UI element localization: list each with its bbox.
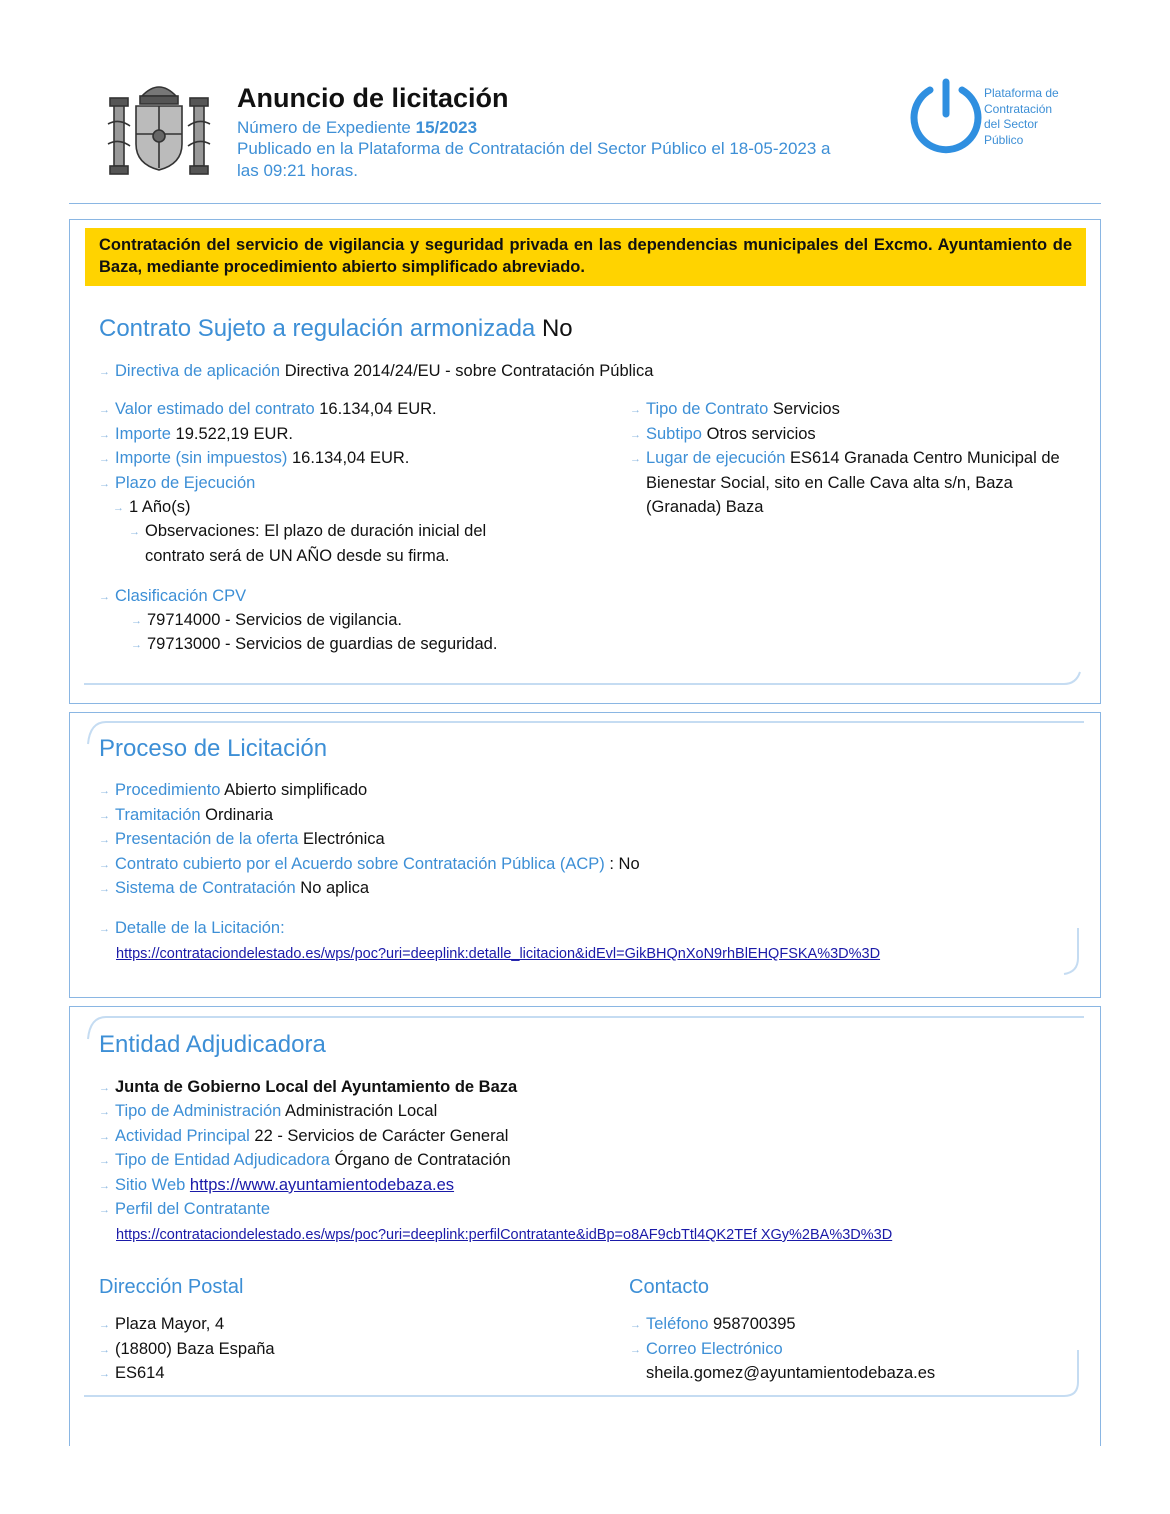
arrow-icon: → bbox=[113, 502, 124, 514]
arrow-icon: → bbox=[129, 526, 140, 538]
entidad-name-row: → Junta de Gobierno Local del Ayuntamiento de Baza bbox=[99, 1078, 518, 1096]
arrow-icon: → bbox=[99, 1155, 110, 1167]
subtipo-row: → Subtipo Otros servicios bbox=[630, 425, 816, 443]
contrato-title: Contrato Sujeto a regulación armonizada No bbox=[99, 315, 573, 342]
arrow-icon: → bbox=[99, 1082, 110, 1094]
cpv-item: → 79713000 - Servicios de guardias de seguridad. bbox=[131, 635, 498, 653]
page-title: Anuncio de licitación bbox=[237, 83, 509, 113]
importe-row: → Importe 19.522,19 EUR. bbox=[99, 425, 293, 443]
expediente-label: Número de Expediente bbox=[237, 118, 411, 137]
objeto-banner bbox=[85, 228, 1086, 286]
arrow-icon: → bbox=[131, 615, 142, 627]
cpv-row: → Clasificación CPV bbox=[99, 587, 247, 605]
sistema-row: → Sistema de Contratación No aplica bbox=[99, 879, 370, 897]
plazo-value-row: → 1 Año(s) bbox=[113, 498, 191, 516]
observaciones-row: → Observaciones: El plazo de duración inicial del bbox=[129, 522, 487, 540]
arrow-icon: → bbox=[99, 883, 110, 895]
section-curve-decoration bbox=[1060, 928, 1084, 978]
perfil-row: → Perfil del Contratante bbox=[99, 1200, 271, 1218]
detalle-licitacion-link[interactable]: https://contrataciondelestado.es/wps/poc?uri=deeplink:detalle_licitacion&idEvl=GikBHQnXoN9rhBlEHQFSKA%3D%3D bbox=[116, 946, 881, 962]
arrow-icon: → bbox=[99, 1368, 110, 1380]
arrow-icon: → bbox=[99, 453, 110, 465]
plazo-row: → Plazo de Ejecución bbox=[99, 474, 256, 492]
importe-sin-row: → Importe (sin impuestos) 16.134,04 EUR. bbox=[99, 449, 410, 467]
logo-text-1: Plataforma de bbox=[984, 86, 1059, 100]
section-curve-decoration bbox=[84, 1350, 1084, 1400]
section-curve-decoration bbox=[84, 660, 1084, 690]
arrow-icon: → bbox=[99, 834, 110, 846]
direccion-title: Dirección Postal bbox=[99, 1276, 244, 1298]
objeto-text: Contratación del servicio de vigilancia y seguridad privada en las dependencias municipales del Excmo. Ayuntamiento de Baza, mediante procedimiento abierto simplificado abreviado. bbox=[99, 236, 1072, 276]
header-divider bbox=[69, 203, 1101, 204]
arrow-icon: → bbox=[131, 639, 142, 651]
arrow-icon: → bbox=[99, 1344, 110, 1356]
contacto-title: Contacto bbox=[629, 1276, 710, 1298]
direccion-line: → Plaza Mayor, 4 bbox=[99, 1315, 225, 1333]
coat-of-arms-logo bbox=[106, 74, 212, 182]
contrato-title-value: No bbox=[541, 315, 573, 342]
detalle-row: → Detalle de la Licitación: bbox=[99, 919, 285, 937]
arrow-icon: → bbox=[630, 1319, 641, 1331]
valor-row: → Valor estimado del contrato 16.134,04 EUR. bbox=[99, 400, 437, 418]
logo-text-3: del Sector bbox=[984, 117, 1039, 131]
tramitacion-row: → Tramitación Ordinaria bbox=[99, 806, 274, 824]
arrow-icon: → bbox=[99, 785, 110, 797]
published-line-2: las 09:21 horas. bbox=[237, 161, 358, 180]
lugar-line-3: (Granada) Baza bbox=[646, 498, 764, 516]
acp-row: → Contrato cubierto por el Acuerdo sobre Contratación Pública (ACP) : No bbox=[99, 855, 640, 873]
expediente-number: 15/2023 bbox=[415, 118, 478, 137]
arrow-icon: → bbox=[99, 1131, 110, 1143]
arrow-icon: → bbox=[99, 1180, 110, 1192]
sitio-web-row: → Sitio Web https://www.ayuntamientodebaza.es bbox=[99, 1176, 455, 1194]
arrow-icon: → bbox=[630, 1344, 641, 1356]
observaciones-row-2: contrato será de UN AÑO desde su firma. bbox=[145, 547, 450, 565]
arrow-icon: → bbox=[630, 404, 641, 416]
arrow-icon: → bbox=[630, 429, 641, 441]
sitio-web-link[interactable]: https://www.ayuntamientodebaza.es bbox=[189, 1176, 455, 1194]
procedimiento-row: → Procedimiento Abierto simplificado bbox=[99, 781, 368, 799]
tipo-admin-row: → Tipo de Administración Administración Local bbox=[99, 1102, 438, 1120]
arrow-icon: → bbox=[99, 404, 110, 416]
cpv-item: → 79714000 - Servicios de vigilancia. bbox=[131, 611, 402, 629]
direccion-line: → (18800) Baza España bbox=[99, 1340, 275, 1358]
actividad-row: → Actividad Principal 22 - Servicios de Carácter General bbox=[99, 1127, 509, 1145]
arrow-icon: → bbox=[99, 810, 110, 822]
detalle-link-row bbox=[116, 943, 880, 964]
entidad-title: Entidad Adjudicadora bbox=[99, 1031, 326, 1058]
expediente-line bbox=[237, 118, 477, 138]
tipo-row: → Tipo de Contrato Servicios bbox=[630, 400, 840, 418]
arrow-icon: → bbox=[99, 1204, 110, 1216]
arrow-icon: → bbox=[99, 429, 110, 441]
arrow-icon: → bbox=[99, 859, 110, 871]
tipo-entidad-row: → Tipo de Entidad Adjudicadora Órgano de Contratación bbox=[99, 1151, 511, 1169]
perfil-contratante-link[interactable]: https://contrataciondelestado.es/wps/poc?uri=deeplink:perfilContratante&idBp=o8AF9cbTtl4QK2TEf XGy%2BA%3D%3D bbox=[116, 1227, 893, 1243]
lugar-row: → Lugar de ejecución ES614 Granada Centro Municipal de bbox=[630, 449, 1060, 467]
directiva-row: → Directiva de aplicación Directiva 2014/24/EU - sobre Contratación Pública bbox=[99, 362, 654, 380]
arrow-icon: → bbox=[99, 591, 110, 603]
direccion-line: → ES614 bbox=[99, 1364, 165, 1382]
arrow-icon: → bbox=[99, 1319, 110, 1331]
logo-text-2: Contratación bbox=[984, 101, 1053, 116]
arrow-icon: → bbox=[99, 366, 110, 378]
power-icon bbox=[908, 78, 984, 154]
arrow-icon: → bbox=[99, 1106, 110, 1118]
presentacion-row: → Presentación de la oferta Electrónica bbox=[99, 830, 385, 848]
correo-value: sheila.gomez@ayuntamientodebaza.es bbox=[646, 1364, 936, 1382]
arrow-icon: → bbox=[99, 923, 110, 935]
published-line-1: Publicado en la Plataforma de Contratación del Sector Público el 18-05-2023 a bbox=[237, 139, 831, 158]
logo-text-4: Público bbox=[984, 132, 1024, 147]
proceso-title: Proceso de Licitación bbox=[99, 735, 328, 762]
correo-row: → Correo Electrónico bbox=[630, 1340, 783, 1358]
perfil-link-row bbox=[116, 1224, 892, 1245]
telefono-row: → Teléfono 958700395 bbox=[630, 1315, 796, 1333]
arrow-icon: → bbox=[99, 478, 110, 490]
plataforma-logo bbox=[908, 78, 1078, 158]
arrow-icon: → bbox=[630, 453, 641, 465]
lugar-line-2: Bienestar Social, sito en Calle Cava alta s/n, Baza bbox=[646, 474, 1013, 492]
